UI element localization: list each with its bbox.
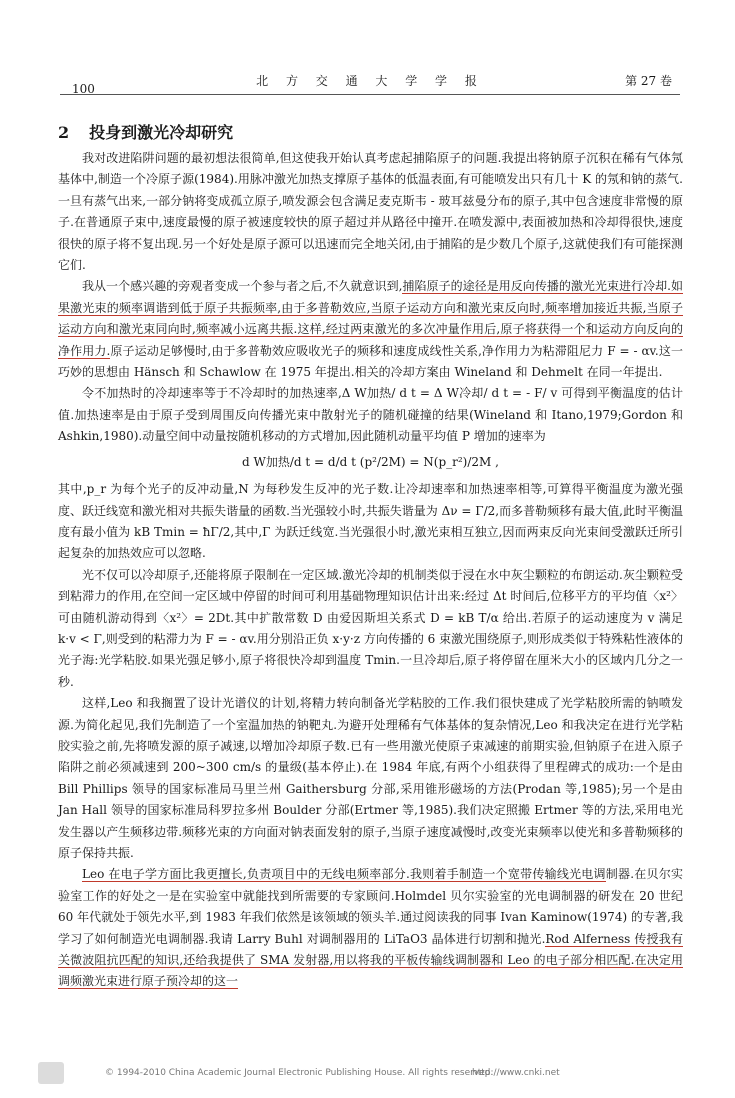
paragraph: 令不加热时的冷却速率等于不冷却时的加热速率,Δ W加热/ d t = Δ W冷却/ d t = - F/ v 可得到平衡温度的估计值.加热速率是由于原子受到周围反向传播光束中散射光子的随机碰撞的结果(Wineland 和 Itano,1979;Gordon 和 Ashkin,1980).动量空间中动量按随机移动的方式增加,因此随机动量平均值 P 增加的速率为: [58, 386, 683, 444]
text-span: 制器.在贝尔实验室工作的好处之一是在实验室中就能找到所需要的专家顾问.Holmdel 贝尔实验室的光电调制器的研发在 20 世纪 60 年代就处于领先水平,到 1983 年我们依然是该领域的领头羊.通过阅读我的同事 Ivan Kaminow(1974) 的专著,我学习了如何制造光电调制器.我请 Larry Buhl 对调制器用的 LiTaO3 晶体进行切割和抛光.: [58, 867, 683, 946]
running-header: [60, 72, 680, 95]
paragraph: 其中,p_r 为每个光子的反冲动量,N 为每秒发生反冲的光子数.让冷却速率和加热速率相等,可算得平衡温度为激光强度、跃迁线宽和激光相对共振失谐量的函数.当光强较小时,共振失谐量为 Δν = Γ/2,而多普勒频移有最大值,此时平衡温度有最小值为 kB Tmin = ħΓ/2,其中,Γ 为跃迁线宽.当光强很小时,激光束相互独立,因而两束反向光束间受激跃迁所引起复杂的加热效应可以忽略.: [58, 482, 683, 561]
copyright-text: © 1994-2010 China Academic Journal Electronic Publishing House. All rights reserved.: [105, 1068, 494, 1078]
paragraph: 我对改进陷阱问题的最初想法很简单,但这使我开始认真考虑起捕陷原子的问题.我提出将钠原子沉积在稀有气体氖基体中,制造一个冷原子源(1984).用脉冲激光加热支撑原子基体的低温表面,有可能喷发出只有几十 K 的氖和钠的蒸气.一旦有蒸气出来,一部分钠将变成孤立原子,喷发源会包含满足麦克斯韦 - 玻耳兹曼分布的原子,其中包含速度非常慢的原子.在普通原子束中,速度最慢的原子被速度较快的原子超过并从路径中撞开.在喷发源中,表面被加热和冷却得很快,速度很快的原子将不复出现.另一个好处是原子源可以迅速而完全地关闭,由于捕陷的是少数几个原子,这就使我们有可能探测它们.: [58, 151, 683, 273]
section-title: 投身到激光冷却研究: [89, 123, 234, 142]
volume-label: 第 27 卷: [625, 74, 672, 88]
underlined-text: Rod Alferness 传授我有关微波阻抗匹配的知识,还给我提供了 SMA 发射器,用以将我的平板传输线调制器和 Leo 的电子部分相匹配.: [58, 931, 683, 968]
paragraph: 光不仅可以冷却原子,还能将原子限制在一定区域.激光冷却的机制类似于浸在水中灰尘颗粒的布朗运动.灰尘颗粒受到粘滞力的作用,在空间一定区域中停留的时间可利用基础物理知识估计出来:经过 Δt 时间后,位移平方的平均值〈x²〉可由随机游动得到〈x²〉= 2Dt.其中扩散常数 D 由爱因斯坦关系式 D = kB T/α 给出.若原子的运动速度为 v 满足 k·v < Γ,则受到的粘滞力为 F = - αv.用分别沿正负 x·y·z 方向传播的 6 束激光围绕原子,则形成类似于特殊粘性液体的光子海:光学粘胶.如果光强足够小,原子将很快冷却到温度 Tmin.一旦冷却后,原子将停留在厘米大小的区域内几分之一秒.: [58, 567, 683, 689]
text-span: 原子运动足够慢时,由于多普勒效应吸收光子的频移和速度成线性关系,净作用力为粘滞阻尼力 F = - αv.这一巧妙的思想由 Hänsch 和 Schawlow 在 1975 年提出.相关的冷却方案由 Wineland 和 Dehmelt 在同一年提出.: [58, 343, 683, 380]
paragraph: [58, 276, 683, 383]
section-heading: [58, 120, 253, 143]
article-body: [58, 148, 683, 993]
paragraph: [58, 864, 683, 992]
journal-name: 北 方 交 通 大 学 学 报: [256, 74, 484, 88]
text-span: 我从一个感兴趣的旁观者变成一个参与者之后,不久就意识到,: [82, 279, 403, 294]
publisher-logo-icon: [38, 1062, 64, 1084]
underlined-text: 在决定用调频激光束进行原子预冷却的这一: [58, 953, 683, 989]
underlined-text: 捕陷原子的途径是用反向传播的激光光束进行冷却.如果激光束的频率调谐到低于原子共振频率,由于多普勒效应,当原子运动方向和激光束反向时,频率增加接近共振,当原子运动方向和激光束同向时,频率减小远离共振.这样,经过两束激光的多次冲量作用后,原子将获得一个和运动方向反向的净作用力.: [58, 279, 683, 358]
section-number: 2: [58, 123, 70, 142]
equation: d W加热/d t = d/d t (p²/2M) = N(p_r²)/2M ,: [242, 454, 499, 469]
paragraph: 这样,Leo 和我搁置了设计光谱仪的计划,将精力转向制备光学粘胶的工作.我们很快建成了光学粘胶所需的钠喷发源.为简化起见,我们先制造了一个室温加热的钠靶丸.为避开处理稀有气体基体的复杂情况,Leo 和我决定在进行光学粘胶实验之前,先将喷发源的原子减速,以增加冷却原子数.已有一些用激光使原子束减速的前期实验,但钠原子在进入原子陷阱之前必须减速到 200~300 cm/s 的量级(基本停止).在 1984 年底,有两个小组获得了里程碑式的成功:一个是由 Bill Phillips 领导的国家标准局马里兰州 Gaithersburg 分部,采用锥形磁场的方法(Prodan 等,1985);另一个是由 Jan Hall 领导的国家标准局科罗拉多州 Boulder 分部(Ertmer 等,1985).我们决定照搬 Ertmer 等的方法,采用电光发生器以产生频移边带.频移光束的方向面对钠表面发射的原子,当原子速度减慢时,改变光束频率以使光和多普勒频移的原子保持共振.: [58, 696, 683, 860]
underlined-text: Leo 在电子学方面比我更擅长,负责项目中的无线电频率部分.我则着手制造一个宽带传输线光电调: [82, 867, 606, 882]
page-number: 100: [72, 82, 95, 96]
footer-url: http://www.cnki.net: [472, 1068, 560, 1078]
